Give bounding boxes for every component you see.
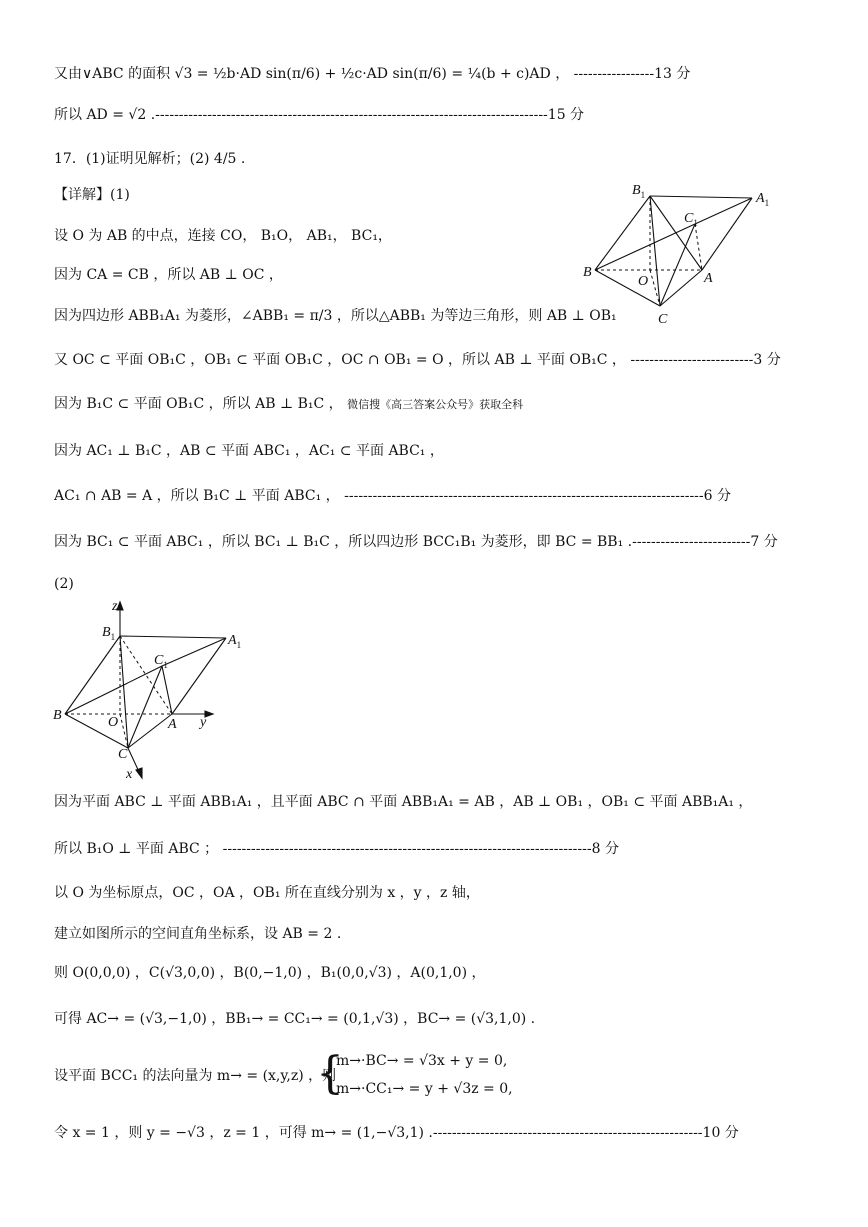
- line-ad-result: 所以 AD = √2 .-----------------------------------------------------------------------------------15 分: [54, 107, 585, 123]
- label-x-axis: x: [126, 767, 133, 782]
- label-O: O: [108, 715, 119, 730]
- line-b1o-perp-plane: 所以 B₁O ⊥ 平面 ABC ； ------------------------------------------------------------------------------8 分: [54, 841, 619, 857]
- line-plane-perp: 因为平面 ABC ⊥ 平面 ABB₁A₁ ，且平面 ABC ∩ 平面 ABB₁A₁ = AB ，AB ⊥ OB₁ ，OB₁ ⊂ 平面 ABB₁A₁ ，: [54, 794, 753, 810]
- line-ab-perp-b1c: 因为 B₁C ⊂ 平面 OB₁C ，所以 AB ⊥ B₁C ， 微信搜《高三答案公众号》获取全科: [54, 396, 524, 412]
- label-A: A: [168, 717, 177, 732]
- label-y-axis: y: [200, 715, 207, 730]
- label-C: C: [658, 312, 668, 327]
- line-q17-answer: 17．(1)证明见解析；(2) 4/5 .: [54, 151, 246, 167]
- equation-system-brace: {: [316, 1048, 344, 1099]
- label-A: A: [704, 271, 713, 286]
- label-C: C: [118, 747, 128, 762]
- equation-row-1: m→·BC→ = √3x + y = 0,: [336, 1053, 508, 1069]
- line-coord-axes: 以 O 为坐标原点，OC ，OA ，OB₁ 所在直线分别为 x ，y ，z 轴，: [54, 885, 480, 901]
- prism-figure-1: [580, 178, 780, 328]
- line-rhombus: 因为四边形 ABB₁A₁ 为菱形，∠ABB₁ = π/3 ，所以△ABB₁ 为等边三角形，则 AB ⊥ OB₁: [54, 308, 617, 324]
- line-vectors: 可得 AC→ = (√3,−1,0) ，BB₁→ = CC₁→ = (0,1,√3) ，BC→ = (√3,1,0) .: [54, 1011, 536, 1027]
- line-ca-cb: 因为 CA = CB ，所以 AB ⊥ OC ，: [54, 267, 283, 283]
- line-points: 则 O(0,0,0) ，C(√3,0,0) ，B(0,−1,0) ，B₁(0,0,√3) ，A(0,1,0) ，: [54, 965, 486, 981]
- label-z-axis: z: [112, 599, 118, 614]
- label-C1: $C_1$: [684, 211, 698, 228]
- label-B1: $B_1$: [632, 183, 646, 200]
- line-ab-perp-plane: 又 OC ⊂ 平面 OB₁C ，OB₁ ⊂ 平面 OB₁C ，OC ∩ OB₁ = O ，所以 AB ⊥ 平面 OB₁C ， --------------------------3 分: [54, 352, 781, 368]
- line-b1c-perp-plane: AC₁ ∩ AB = A ，所以 B₁C ⊥ 平面 ABC₁ ， ----------------------------------------------------------------------------6 分: [54, 488, 731, 504]
- equation-row-2: m→·CC₁→ = y + √3z = 0,: [336, 1081, 513, 1097]
- line-rhombus-bcc1b1: 因为 BC₁ ⊂ 平面 ABC₁ ，所以 BC₁ ⊥ B₁C ，所以四边形 BCC₁B₁ 为菱形，即 BC = BB₁ .-------------------------7 分: [54, 534, 778, 550]
- line-ac1-perp: 因为 AC₁ ⊥ B₁C ，AB ⊂ 平面 ABC₁ ，AC₁ ⊂ 平面 ABC₁ ，: [54, 443, 444, 459]
- line-setup-midpoint: 设 O 为 AB 的中点，连接 CO， B₁O， AB₁， BC₁，: [54, 228, 392, 244]
- line-detail-heading: 【详解】(1): [54, 187, 130, 203]
- label-O: O: [638, 274, 649, 289]
- line-solve-normal: 令 x = 1 ，则 y = −√3 ，z = 1 ，可得 m→ = (1,−√3,1) .---------------------------------------------------------10 分: [54, 1125, 739, 1141]
- label-B: B: [53, 708, 62, 723]
- label-A1: $A_1$: [228, 633, 242, 650]
- line-part2-heading: (2): [54, 576, 74, 592]
- line-normal-vector: 设平面 BCC₁ 的法向量为 m→ = (x,y,z) ，则: [54, 1068, 337, 1084]
- line-coord-system: 建立如图所示的空间直角坐标系，设 AB = 2 .: [54, 926, 342, 942]
- line-area-equation: 又由∨ABC 的面积 √3 = ½b·AD sin(π/6) + ½c·AD sin(π/6) = ¼(b + c)AD ， -----------------13 分: [54, 66, 691, 82]
- label-B1: $B_1$: [102, 625, 116, 642]
- label-A1: $A_1$: [756, 191, 770, 208]
- label-C1: $C_1$: [154, 653, 168, 670]
- prism-figure-2: [50, 598, 250, 783]
- label-B: B: [583, 265, 592, 280]
